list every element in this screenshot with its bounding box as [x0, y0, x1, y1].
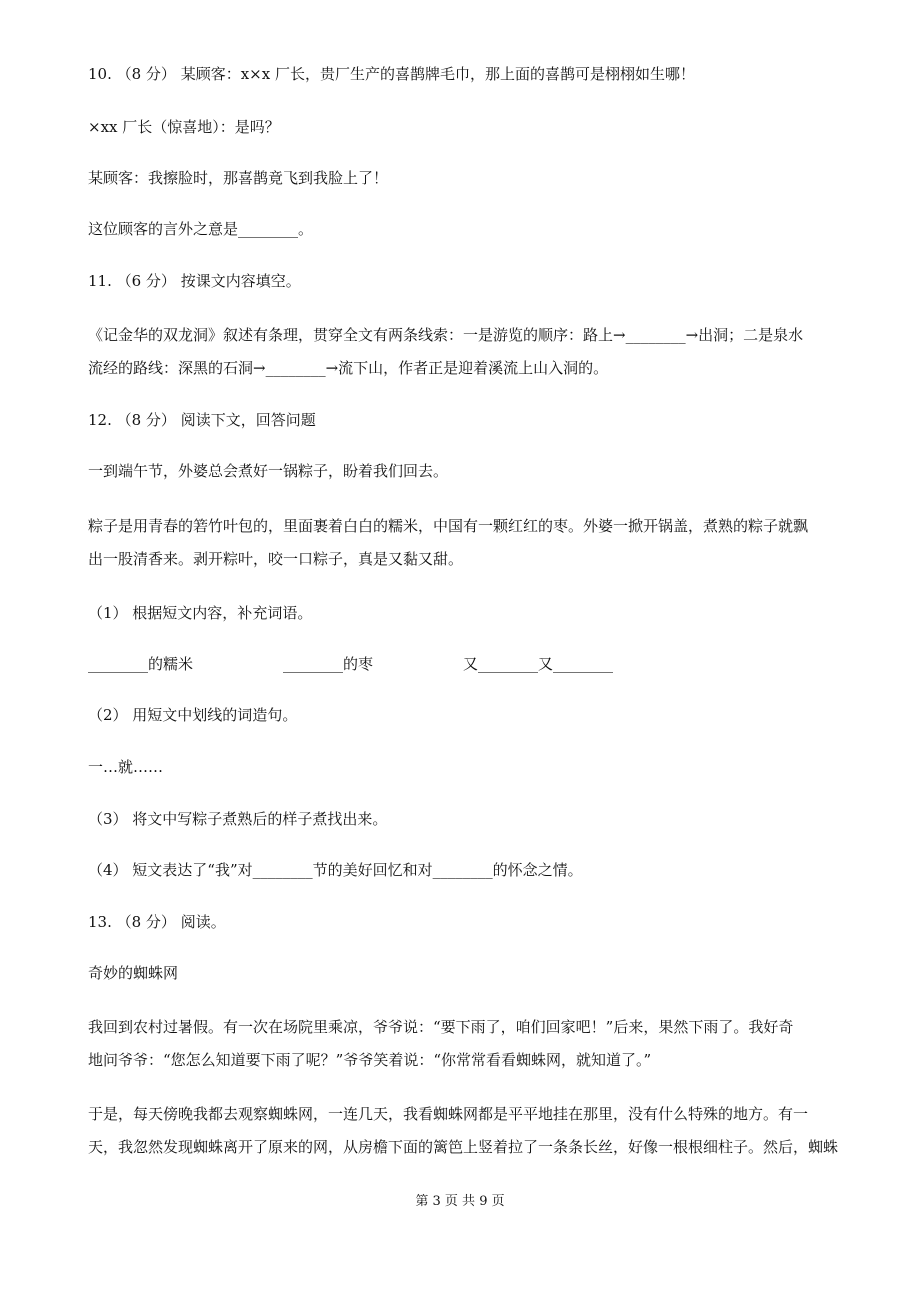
q11-line: 《记金华的双龙洞》叙述有条理，贯穿全文有两条线索：一是游览的顺序：路上→________→出洞；二是泉水 [88, 326, 804, 344]
q11-header: 11. （6 分） 按课文内容填空。 [88, 272, 301, 290]
q13-paragraph: 天，我忽然发现蜘蛛离开了原来的网，从房檐下面的篱笆上竖着拉了一条条长丝，好像一根根细柱子。然后，蜘蛛 [88, 1138, 839, 1156]
q10-prompt: 这位顾客的言外之意是________。 [88, 220, 314, 238]
q12-header: 12. （8 分） 阅读下文，回答问题 [88, 411, 316, 429]
q13-header: 13. （8 分） 阅读。 [88, 913, 226, 931]
q12-paragraph: 一到端午节，外婆总会煮好一锅粽子，盼着我们回去。 [88, 462, 449, 480]
q11-line: 流经的路线：深黑的石洞→________→流下山，作者正是迎着溪流上山入洞的。 [88, 359, 609, 377]
q12-fill-b: ________的枣 [283, 655, 374, 673]
q12-subquestion-1: （1） 根据短文内容，补充词语。 [88, 604, 313, 622]
q12-fill-c: 又________又________ [463, 655, 614, 673]
q12-paragraph: 出一股清香来。剥开粽叶，咬一口粽子，真是又黏又甜。 [88, 550, 464, 568]
q12-pattern: 一…就…… [88, 758, 164, 776]
q12-subquestion-2: （2） 用短文中划线的词造句。 [88, 706, 298, 724]
q12-subquestion-4: （4） 短文表达了“我”对________节的美好回忆和对________的怀念之情。 [88, 861, 583, 879]
q13-paragraph: 地问爷爷：“您怎么知道要下雨了呢？”爷爷笑着说：“你常常看看蜘蛛网，就知道了。” [88, 1051, 652, 1069]
q13-title: 奇妙的蜘蛛网 [88, 964, 179, 982]
page-footer: 第 3 页 共 9 页 [415, 1194, 505, 1209]
q12-subquestion-3: （3） 将文中写粽子煮熟后的样子煮找出来。 [88, 810, 388, 828]
q12-fill-a: ________的糯米 [88, 655, 194, 673]
q10-header: 10. （8 分） 某顾客：x×x 厂长，贵厂生产的喜鹊牌毛巾，那上面的喜鹊可是栩栩如生哪！ [88, 65, 695, 83]
q12-paragraph: 粽子是用青春的箬竹叶包的，里面裹着白白的糯米，中国有一颗红红的枣。外婆一掀开锅盖，煮熟的粽子就飘 [88, 517, 809, 535]
q13-paragraph: 于是，每天傍晚我都去观察蜘蛛网，一连几天，我看蜘蛛网都是平平地挂在那里，没有什么特殊的地方。有一 [88, 1105, 809, 1123]
q13-paragraph: 我回到农村过暑假。有一次在场院里乘凉，爷爷说：“要下雨了，咱们回家吧！”后来，果然下雨了。我好奇 [88, 1018, 794, 1036]
q10-line: 某顾客：我擦脸时，那喜鹊竟飞到我脸上了！ [88, 169, 389, 187]
q10-line: ×xx 厂长（惊喜地）：是吗？ [88, 118, 280, 136]
